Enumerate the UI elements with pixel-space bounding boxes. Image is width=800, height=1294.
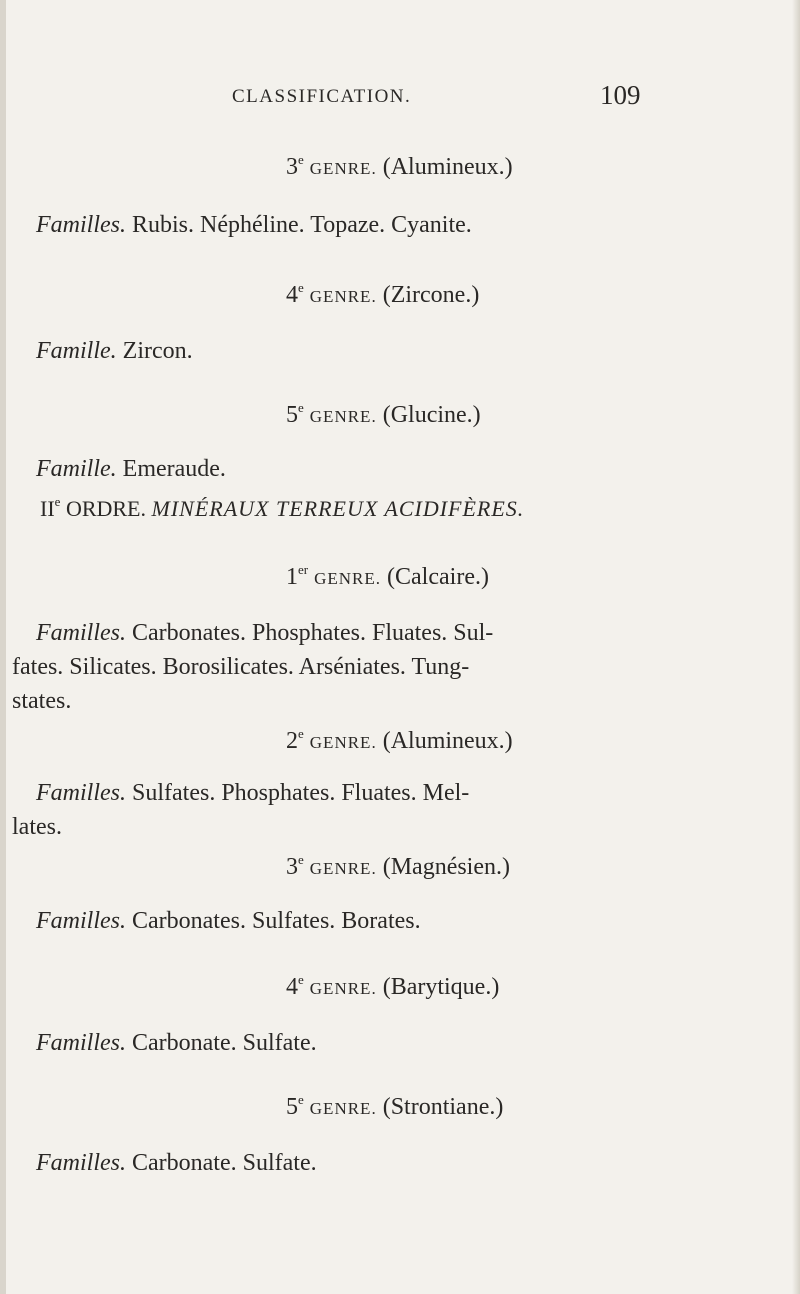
- genre-heading: 3e GENRE. (Magnésien.): [286, 852, 510, 880]
- page-left-edge: [0, 0, 6, 1294]
- family-line: Familles. Rubis. Néphéline. Topaze. Cyanite.: [36, 212, 472, 238]
- family-line: Familles. Carbonates. Phosphates. Fluates. Sul-: [36, 620, 494, 646]
- page-number: 109: [600, 80, 641, 110]
- family-line-continued: fates. Silicates. Borosilicates. Arséniates. Tung-: [12, 654, 470, 680]
- family-line: Famille. Emeraude.: [36, 456, 226, 482]
- family-line: Familles. Carbonates. Sulfates. Borates.: [36, 908, 421, 934]
- family-line: Familles. Carbonate. Sulfate.: [36, 1150, 317, 1176]
- family-line: Familles. Sulfates. Phosphates. Fluates. Mel-: [36, 780, 470, 806]
- genre-heading: 2e GENRE. (Alumineux.): [286, 726, 513, 754]
- family-line-continued: states.: [12, 688, 72, 714]
- genre-heading: 5e GENRE. (Strontiane.): [286, 1092, 504, 1120]
- running-title: CLASSIFICATION.: [232, 86, 412, 107]
- genre-heading: 5e GENRE. (Glucine.): [286, 400, 481, 428]
- family-line: Famille. Zircon.: [36, 338, 193, 364]
- page-right-edge: [792, 0, 800, 1294]
- genre-heading: 4e GENRE. (Barytique.): [286, 972, 500, 1000]
- genre-heading: 4e GENRE. (Zircone.): [286, 280, 480, 308]
- family-line: Familles. Carbonate. Sulfate.: [36, 1030, 317, 1056]
- genre-heading: 1er GENRE. (Calcaire.): [286, 562, 489, 590]
- order-heading: IIe ORDRE. MINÉRAUX TERREUX ACIDIFÈRES.: [40, 494, 525, 521]
- family-line-continued: lates.: [12, 814, 62, 840]
- genre-heading: 3e GENRE. (Alumineux.): [286, 152, 513, 180]
